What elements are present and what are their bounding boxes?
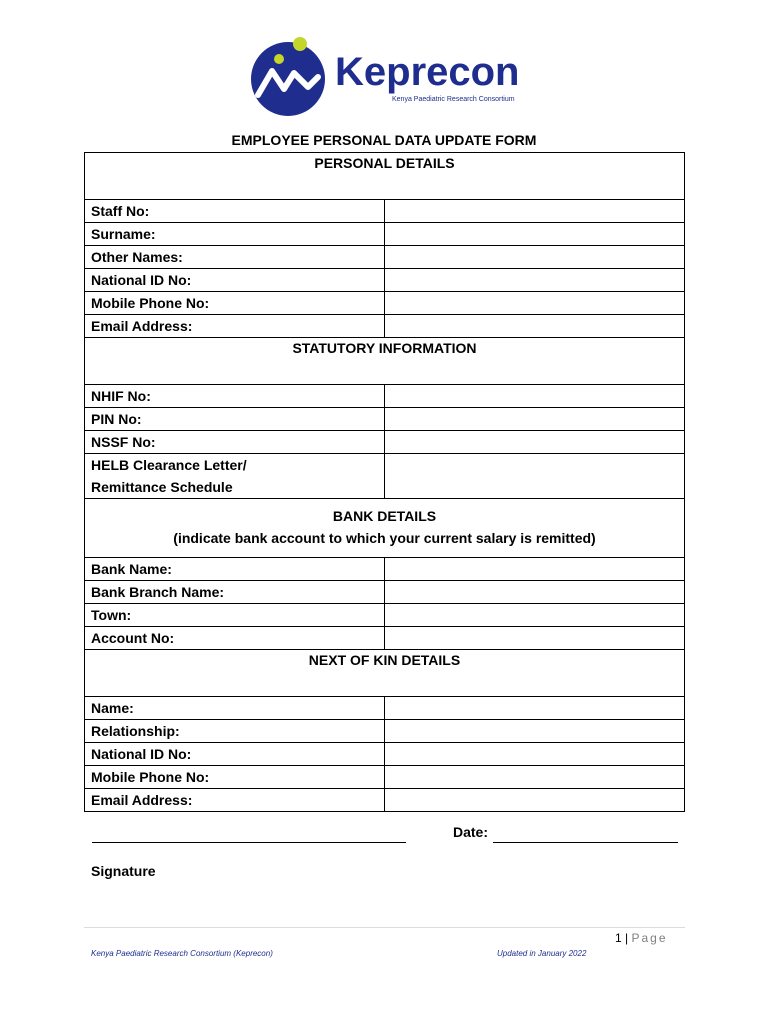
form-row (85, 720, 685, 743)
form-row (85, 385, 685, 408)
date-label: Date: (453, 824, 489, 840)
town-field[interactable] (385, 604, 685, 627)
bank-branch-field[interactable] (385, 581, 685, 604)
form-row (85, 558, 685, 581)
form-row (85, 743, 685, 766)
form-row (85, 269, 685, 292)
form-row (85, 431, 685, 454)
brand-subtitle: Kenya Paediatric Research Consortium (392, 96, 515, 103)
field-label: Other Names: (85, 246, 385, 269)
page-separator: | (625, 931, 629, 945)
mobile-phone-field[interactable] (385, 292, 685, 315)
bank-name-field[interactable] (385, 558, 685, 581)
field-label: Bank Branch Name: (85, 581, 385, 604)
footer-divider (84, 927, 685, 928)
field-label: Bank Name: (85, 558, 385, 581)
form-row (85, 697, 685, 720)
bank-title: BANK DETAILS (332, 508, 437, 524)
field-label: Town: (85, 604, 385, 627)
form-row (85, 292, 685, 315)
section-heading-bank (85, 499, 685, 558)
field-label: Email Address: (85, 315, 385, 338)
kin-email-field[interactable] (385, 789, 685, 812)
footer-organization: Kenya Paediatric Research Consortium (Keprecon) (91, 949, 273, 958)
page-number-value: 1 (615, 931, 622, 945)
field-label: Mobile Phone No: (85, 766, 385, 789)
signature-line[interactable] (92, 842, 406, 843)
date-line[interactable] (493, 842, 678, 843)
form-row (85, 766, 685, 789)
nhif-field[interactable] (385, 385, 685, 408)
form-row (85, 223, 685, 246)
kin-mobile-phone-field[interactable] (385, 766, 685, 789)
field-label: PIN No: (85, 408, 385, 431)
form-row (85, 604, 685, 627)
field-label: Name: (85, 697, 385, 720)
pin-field[interactable] (385, 408, 685, 431)
field-label: Staff No: (85, 200, 385, 223)
account-no-field[interactable] (385, 627, 685, 650)
national-id-field[interactable] (385, 269, 685, 292)
form-title: EMPLOYEE PERSONAL DATA UPDATE FORM (231, 132, 537, 148)
logo-dot-large (293, 37, 307, 51)
field-label: Mobile Phone No: (85, 292, 385, 315)
signature-label: Signature (91, 863, 156, 879)
section-heading-statutory: STATUTORY INFORMATION (85, 338, 685, 385)
field-label: Email Address: (85, 789, 385, 812)
bank-subtitle: (indicate bank account to which your current salary is remitted) (173, 530, 596, 546)
helb-field[interactable] (385, 454, 685, 499)
field-label: Account No: (85, 627, 385, 650)
form-row (85, 581, 685, 604)
form-row (85, 789, 685, 812)
section-heading-next-of-kin: NEXT OF KIN DETAILS (85, 650, 685, 697)
nssf-field[interactable] (385, 431, 685, 454)
form-row (85, 200, 685, 223)
form-row (85, 408, 685, 431)
section-heading-personal: PERSONAL DETAILS (85, 153, 685, 200)
email-field[interactable] (385, 315, 685, 338)
form-row (85, 246, 685, 269)
helb-line-2: Remittance Schedule (91, 479, 233, 495)
field-label: NHIF No: (85, 385, 385, 408)
helb-line-1: HELB Clearance Letter/ (91, 457, 247, 473)
page-word: Page (631, 931, 668, 945)
logo-dot-small (274, 54, 284, 64)
form-row (85, 315, 685, 338)
field-label: Surname: (85, 223, 385, 246)
kin-name-field[interactable] (385, 697, 685, 720)
kin-relationship-field[interactable] (385, 720, 685, 743)
surname-field[interactable] (385, 223, 685, 246)
brand-name: Keprecon (335, 50, 520, 94)
kin-national-id-field[interactable] (385, 743, 685, 766)
field-label: National ID No: (85, 743, 385, 766)
field-label-helb (85, 454, 385, 499)
form-row (85, 627, 685, 650)
staff-no-field[interactable] (385, 200, 685, 223)
footer-updated-date: Updated in January 2022 (497, 949, 587, 958)
field-label: Relationship: (85, 720, 385, 743)
field-label: National ID No: (85, 269, 385, 292)
page-number (615, 931, 668, 945)
form-row (85, 454, 685, 499)
field-label: NSSF No: (85, 431, 385, 454)
other-names-field[interactable] (385, 246, 685, 269)
data-update-form (84, 152, 685, 812)
